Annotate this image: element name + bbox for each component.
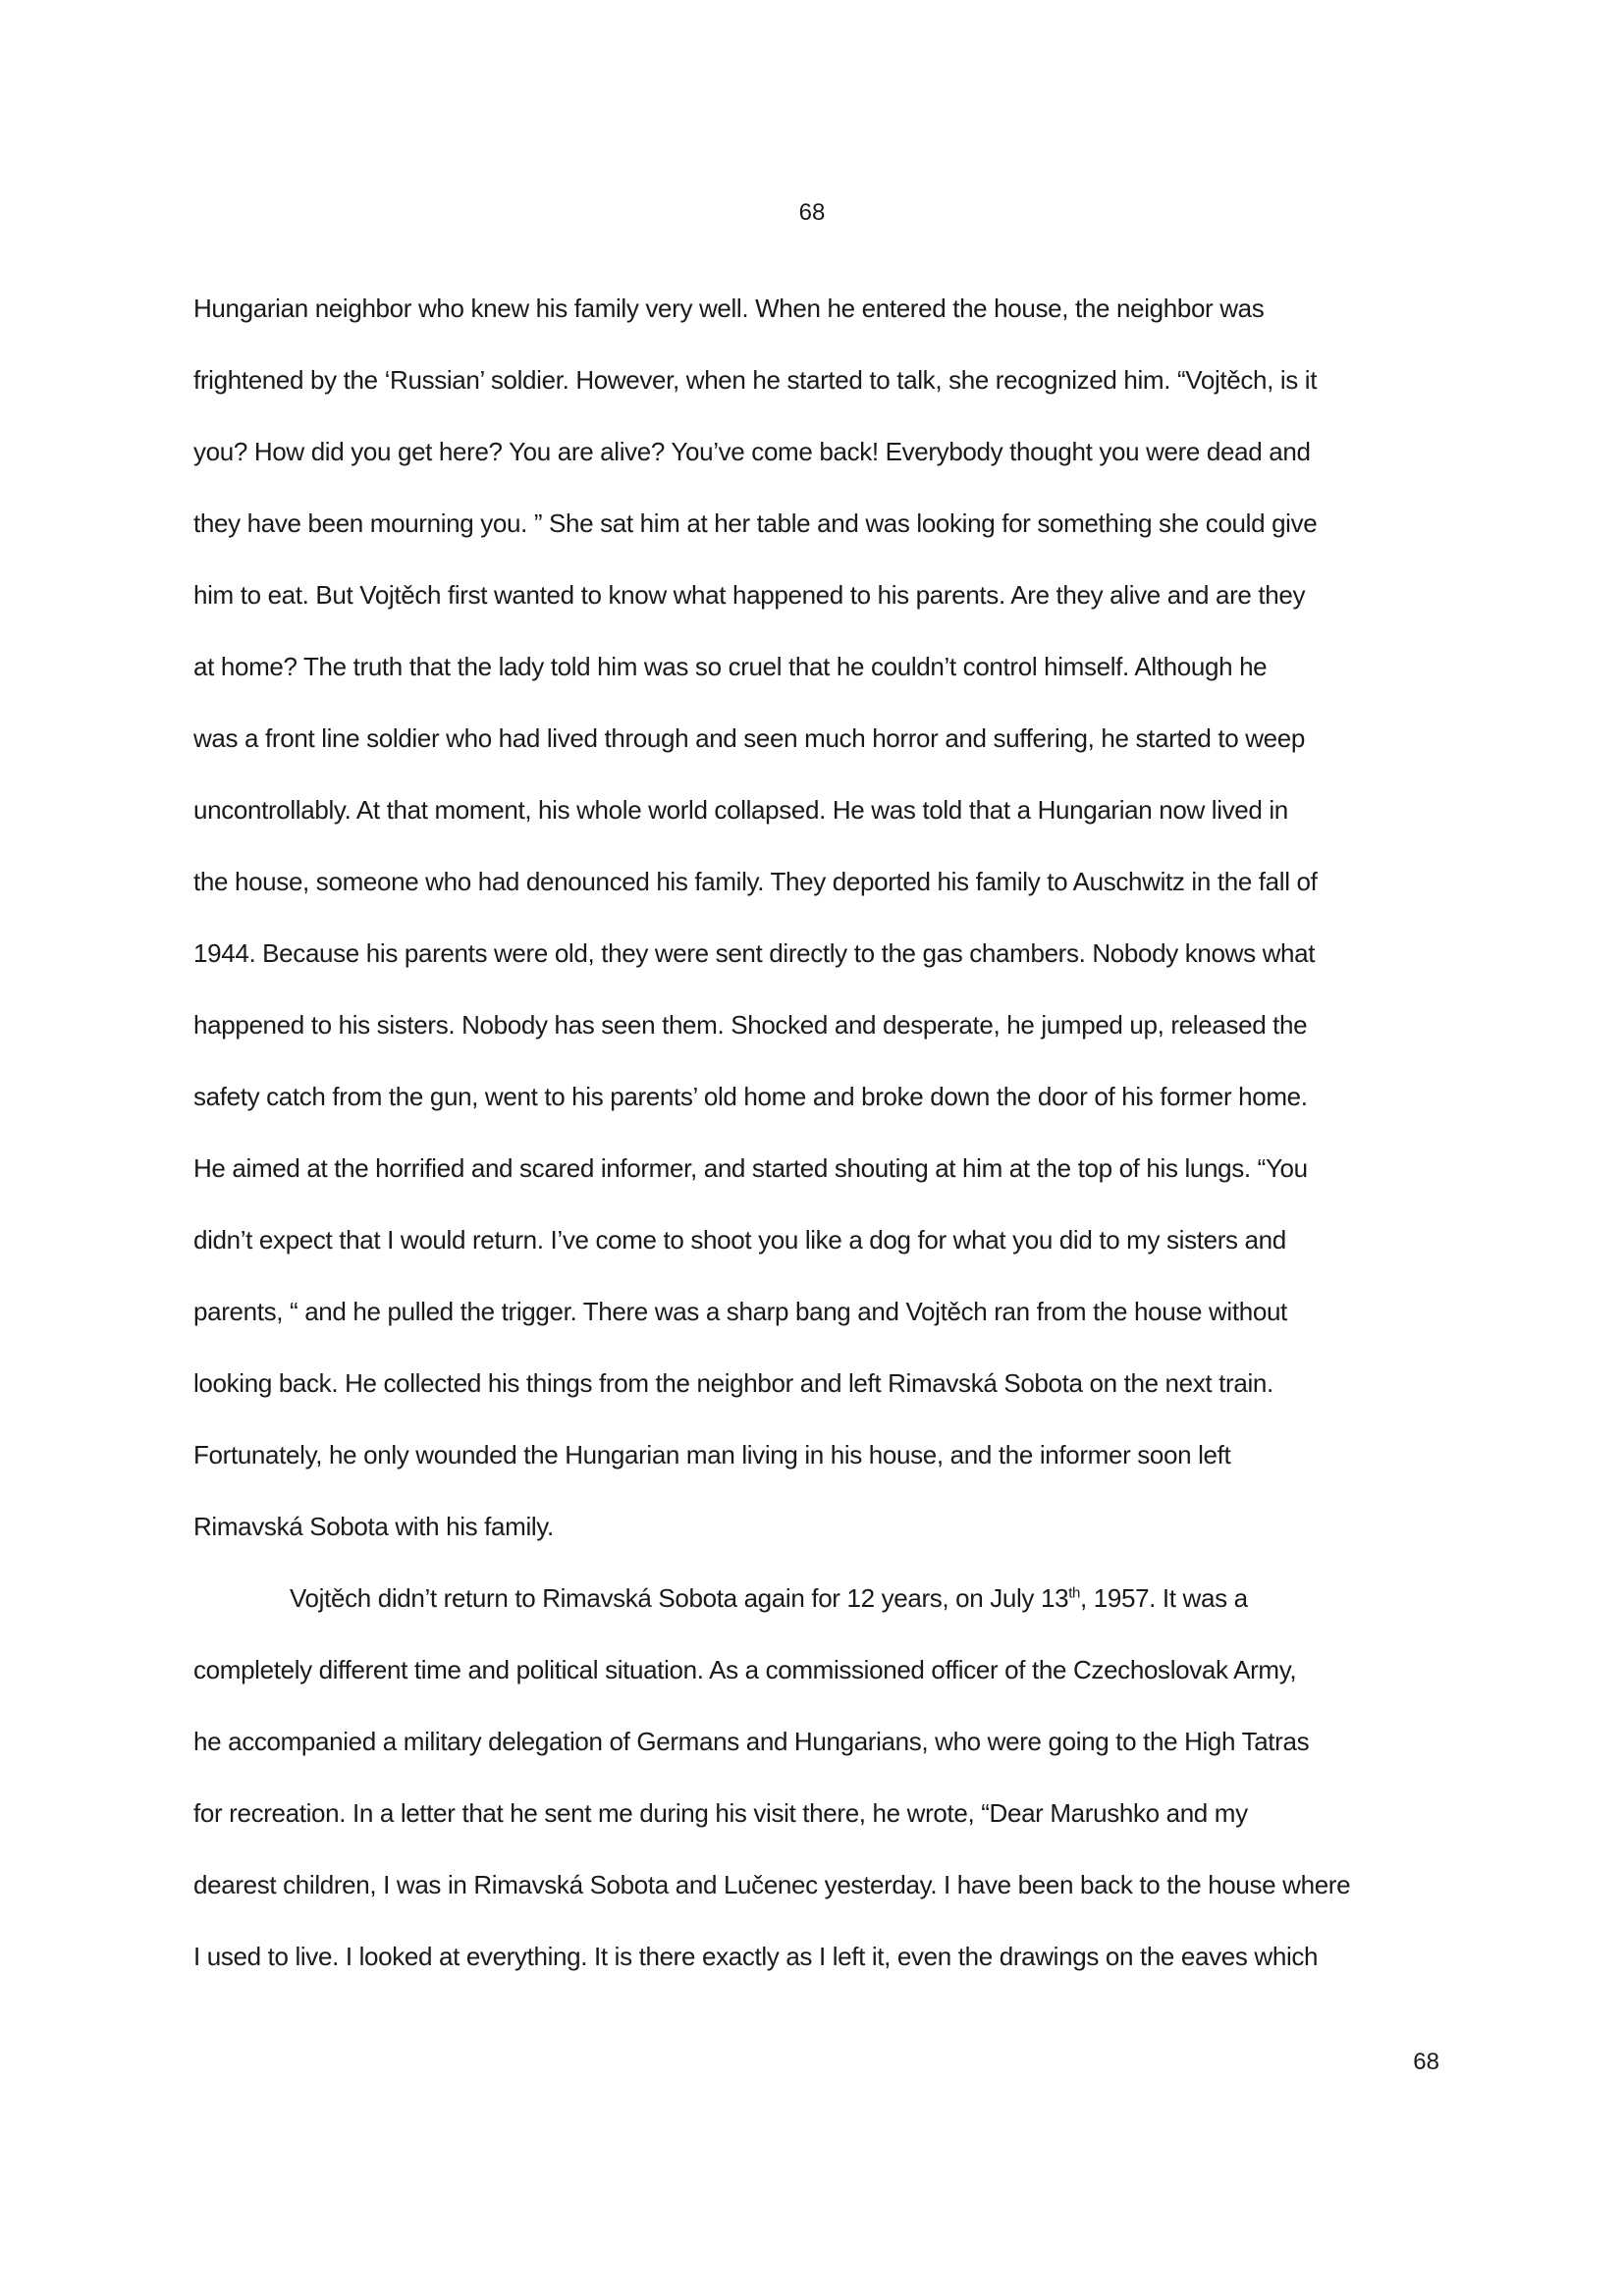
text-line: happened to his sisters. Nobody has seen them. Shocked and desperate, he jumped up, released the: [193, 1010, 1308, 1040]
text-line: dearest children, I was in Rimavská Sobota and Lučenec yesterday. I have been back to the house where: [193, 1870, 1351, 1899]
text-line: frightened by the ‘Russian’ soldier. However, when he started to talk, she recognized him. “Vojtěch, is it: [193, 365, 1318, 395]
text-line: he accompanied a military delegation of Germans and Hungarians, who were going to the High Tatras: [193, 1727, 1310, 1756]
text-line: uncontrollably. At that moment, his whole world collapsed. He was told that a Hungarian now lived in: [193, 795, 1288, 825]
text-line: Rimavská Sobota with his family.: [193, 1512, 554, 1541]
text-line: didn’t expect that I would return. I’ve come to shoot you like a dog for what you did to my sisters and: [193, 1225, 1286, 1255]
text-line: parents, “ and he pulled the trigger. There was a sharp bang and Vojtěch ran from the house without: [193, 1297, 1287, 1326]
ordinal-superscript: th: [1068, 1584, 1080, 1602]
text-line: looking back. He collected his things from the neighbor and left Rimavská Sobota on the next train.: [193, 1368, 1273, 1398]
page-number-footer: 68: [1413, 2049, 1439, 2075]
body-text: [193, 287, 1470, 2006]
text-line: Hungarian neighbor who knew his family very well. When he entered the house, the neighbor was: [193, 294, 1265, 323]
text-line: safety catch from the gun, went to his parents’ old home and broke down the door of his former home.: [193, 1082, 1308, 1111]
text-line: the house, someone who had denounced his family. They deported his family to Auschwitz in the fall of: [193, 867, 1318, 896]
text-line: you? How did you get here? You are alive? You’ve come back! Everybody thought you were dead and: [193, 437, 1311, 466]
paragraph-first-line: [193, 1576, 1470, 1648]
text-line: him to eat. But Vojtěch first wanted to know what happened to his parents. Are they alive and are they: [193, 580, 1306, 610]
text-line: Fortunately, he only wounded the Hungarian man living in his house, and the informer soon left: [193, 1440, 1231, 1469]
text-segment: Vojtěch didn’t return to Rimavská Sobota again for 12 years, on July 13: [290, 1583, 1069, 1613]
text-line: was a front line soldier who had lived through and seen much horror and suffering, he started to weep: [193, 723, 1305, 753]
text-line: they have been mourning you. ” She sat him at her table and was looking for something she could give: [193, 508, 1318, 538]
text-line: He aimed at the horrified and scared informer, and started shouting at him at the top of his lungs. “You: [193, 1153, 1308, 1183]
text-line: completely different time and political situation. As a commissioned officer of the Czechoslovak Army,: [193, 1655, 1297, 1684]
text-line: for recreation. In a letter that he sent me during his visit there, he wrote, “Dear Marushko and my: [193, 1798, 1248, 1828]
text-line: I used to live. I looked at everything. It is there exactly as I left it, even the drawings on the eaves which: [193, 1942, 1319, 1971]
page-number-header: 68: [798, 199, 826, 226]
text-line: at home? The truth that the lady told him was so cruel that he couldn’t control himself. Although he: [193, 652, 1268, 681]
text-segment: , 1957. It was a: [1080, 1583, 1248, 1613]
text-line: 1944. Because his parents were old, they were sent directly to the gas chambers. Nobody knows what: [193, 938, 1316, 968]
